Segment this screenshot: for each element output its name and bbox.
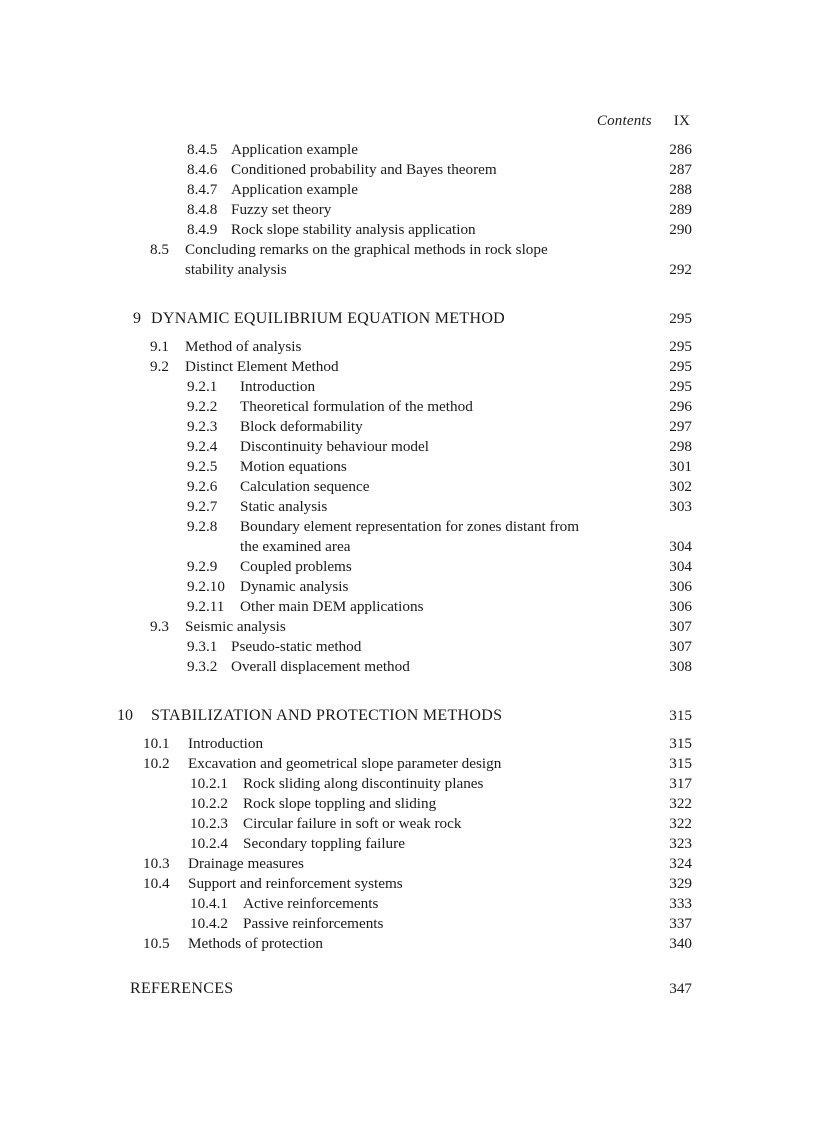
page-ref: 298 <box>669 438 692 455</box>
section-number: 8.4.5 <box>187 141 218 158</box>
section-title: Introduction <box>240 378 316 395</box>
section-title: Motion equations <box>240 458 347 475</box>
toc-entry[interactable] <box>0 497 816 517</box>
section-number: 9.2.8 <box>187 518 218 535</box>
section-number: 10 <box>117 707 133 724</box>
page-ref: 303 <box>669 498 692 515</box>
toc-entry[interactable] <box>0 240 816 260</box>
section-number: 10.3 <box>143 855 170 872</box>
section-title: Drainage measures <box>188 855 304 872</box>
toc-entry[interactable] <box>0 894 816 914</box>
section-title: Application example <box>231 141 358 158</box>
section-title: Dynamic analysis <box>240 578 349 595</box>
page-ref: 315 <box>669 755 692 772</box>
section-number: 9.3.2 <box>187 658 218 675</box>
page-ref: 304 <box>669 558 692 575</box>
section-title: Application example <box>231 181 358 198</box>
toc-chapter-entry[interactable] <box>0 309 816 329</box>
toc-entry[interactable] <box>0 597 816 617</box>
section-title: Rock slope toppling and sliding <box>243 795 437 812</box>
toc-entry[interactable] <box>0 557 816 577</box>
toc-entry[interactable] <box>0 200 816 220</box>
page-ref: 333 <box>669 895 692 912</box>
page-ref: 322 <box>669 795 692 812</box>
page-ref: 295 <box>669 378 692 395</box>
toc-entry[interactable] <box>0 337 816 357</box>
section-title: Seismic analysis <box>185 618 286 635</box>
section-title: Fuzzy set theory <box>231 201 332 218</box>
section-number: 9.2.2 <box>187 398 218 415</box>
section-number: 8.4.6 <box>187 161 218 178</box>
section-number: 9.3 <box>150 618 169 635</box>
section-title: Circular failure in soft or weak rock <box>243 815 462 832</box>
page-ref: 307 <box>669 618 692 635</box>
section-title: Methods of protection <box>188 935 323 952</box>
toc-entry[interactable] <box>0 377 816 397</box>
section-title: Pseudo-static method <box>231 638 362 655</box>
section-title: Theoretical formulation of the method <box>240 398 473 415</box>
page-ref: 347 <box>669 980 692 997</box>
section-number: 9.2.7 <box>187 498 218 515</box>
section-number: 10.5 <box>143 935 170 952</box>
toc-entry[interactable] <box>0 417 816 437</box>
section-title: Rock slope stability analysis application <box>231 221 476 238</box>
section-number: 9.2.1 <box>187 378 218 395</box>
toc-entry[interactable] <box>0 914 816 934</box>
page-ref: 288 <box>669 181 692 198</box>
toc-entry[interactable] <box>0 814 816 834</box>
toc-entry[interactable] <box>0 477 816 497</box>
section-number: 9.2.5 <box>187 458 218 475</box>
section-number: 9.2.6 <box>187 478 218 495</box>
toc-entry[interactable] <box>0 537 816 557</box>
page-ref: 307 <box>669 638 692 655</box>
toc-entry[interactable] <box>0 794 816 814</box>
toc-entry[interactable] <box>0 180 816 200</box>
section-number: 8.5 <box>150 241 169 258</box>
section-title: Overall displacement method <box>231 658 410 675</box>
toc-entry[interactable] <box>0 934 816 954</box>
section-number: 10.4.1 <box>190 895 228 912</box>
page-ref: 315 <box>669 735 692 752</box>
section-title: Boundary element representation for zones distant from <box>240 518 580 535</box>
section-number: 9.2.3 <box>187 418 218 435</box>
toc-entry[interactable] <box>0 854 816 874</box>
section-title: Block deformability <box>240 418 363 435</box>
page-ref: 295 <box>669 358 692 375</box>
section-number: 10.2 <box>143 755 170 772</box>
toc-entry[interactable] <box>0 657 816 677</box>
toc-entry[interactable] <box>0 397 816 417</box>
page-ref: 292 <box>669 261 692 278</box>
toc-chapter-entry[interactable] <box>0 706 816 726</box>
section-number: 8.4.7 <box>187 181 218 198</box>
page-ref: 315 <box>669 707 692 724</box>
section-title: STABILIZATION AND PROTECTION METHODS <box>151 707 503 724</box>
section-number: 10.2.2 <box>190 795 228 812</box>
section-number: 8.4.9 <box>187 221 218 238</box>
page-ref: 302 <box>669 478 692 495</box>
page-ref: 297 <box>669 418 692 435</box>
section-title: Support and reinforcement systems <box>188 875 403 892</box>
section-title: Coupled problems <box>240 558 352 575</box>
section-title: stability analysis <box>185 261 287 278</box>
running-head-title: Contents <box>596 113 652 129</box>
section-title: Conditioned probability and Bayes theorem <box>231 161 497 178</box>
section-title: Rock sliding along discontinuity planes <box>243 775 484 792</box>
section-title: Passive reinforcements <box>243 915 384 932</box>
page-ref: 295 <box>669 310 692 327</box>
section-number: 10.2.1 <box>190 775 228 792</box>
section-number: 9.2.9 <box>187 558 218 575</box>
toc-entry[interactable] <box>0 577 816 597</box>
page-ref: 289 <box>669 201 692 218</box>
section-title: DYNAMIC EQUILIBRIUM EQUATION METHOD <box>151 310 506 327</box>
toc-entry[interactable] <box>0 357 816 377</box>
page-ref: 290 <box>669 221 692 238</box>
toc-entry[interactable] <box>0 220 816 240</box>
section-title: Introduction <box>188 735 264 752</box>
section-title: Other main DEM applications <box>240 598 424 615</box>
toc-entry[interactable] <box>0 517 816 537</box>
section-title: Active reinforcements <box>243 895 379 912</box>
page-ref: 308 <box>669 658 692 675</box>
section-number: 10.4 <box>143 875 170 892</box>
page-ref: 340 <box>669 935 692 952</box>
toc-entry[interactable] <box>0 774 816 794</box>
toc-entry[interactable] <box>0 754 816 774</box>
section-number: 9.2.10 <box>187 578 225 595</box>
section-number: 8.4.8 <box>187 201 218 218</box>
section-number: 10.1 <box>143 735 170 752</box>
section-number: 9.2 <box>150 358 169 375</box>
page-ref: 324 <box>669 855 692 872</box>
toc-entry[interactable] <box>0 734 816 754</box>
section-title: the examined area <box>240 538 351 555</box>
toc-entry[interactable] <box>0 437 816 457</box>
page-ref: 286 <box>669 141 692 158</box>
section-number: 9 <box>133 310 141 327</box>
page-number: IX <box>673 113 690 129</box>
page-ref: 317 <box>669 775 692 792</box>
section-number: 9.2.4 <box>187 438 218 455</box>
page-ref: 337 <box>669 915 692 932</box>
page-ref: 322 <box>669 815 692 832</box>
page-ref: 304 <box>669 538 692 555</box>
toc-entry[interactable] <box>0 260 816 280</box>
page-ref: 329 <box>669 875 692 892</box>
section-title: Calculation sequence <box>240 478 370 495</box>
section-number: 9.1 <box>150 338 169 355</box>
toc-entry[interactable] <box>0 457 816 477</box>
section-title: Distinct Element Method <box>185 358 339 375</box>
section-title: Excavation and geometrical slope parameter design <box>188 755 502 772</box>
toc-entry[interactable] <box>0 834 816 854</box>
section-number: 10.2.3 <box>190 815 228 832</box>
toc-entry[interactable] <box>0 160 816 180</box>
page-ref: 301 <box>669 458 692 475</box>
page-ref: 306 <box>669 578 692 595</box>
toc-entry[interactable] <box>0 874 816 894</box>
page-ref: 287 <box>669 161 692 178</box>
page-ref: 295 <box>669 338 692 355</box>
page-ref: 306 <box>669 598 692 615</box>
section-title: Method of analysis <box>185 338 302 355</box>
section-title: Discontinuity behaviour model <box>240 438 429 455</box>
page-ref: 323 <box>669 835 692 852</box>
section-number: 10.2.4 <box>190 835 228 852</box>
section-number: 9.2.11 <box>187 598 225 615</box>
toc-entry[interactable] <box>0 637 816 657</box>
toc-entry[interactable] <box>0 617 816 637</box>
section-title: Static analysis <box>240 498 328 515</box>
section-title: Secondary toppling failure <box>243 835 405 852</box>
section-title: Concluding remarks on the graphical methods in rock slope <box>185 241 548 258</box>
section-number: 9.3.1 <box>187 638 218 655</box>
section-title: REFERENCES <box>130 980 234 997</box>
page-ref: 296 <box>669 398 692 415</box>
toc-entry[interactable] <box>0 140 816 160</box>
section-number: 10.4.2 <box>190 915 228 932</box>
toc-chapter-entry[interactable] <box>0 979 816 999</box>
